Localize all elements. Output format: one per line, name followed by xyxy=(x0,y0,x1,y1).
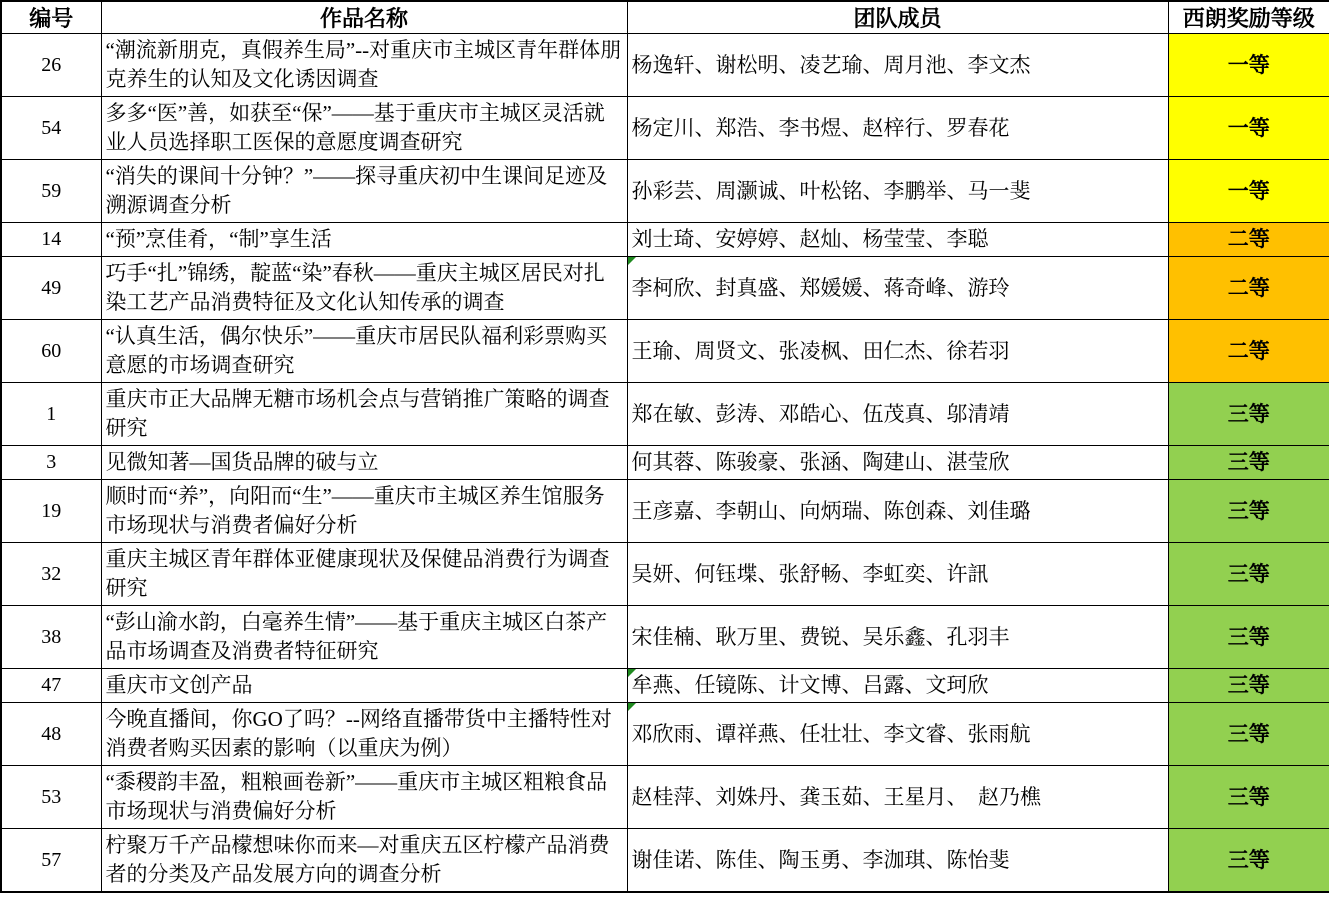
award-level-cell[interactable]: 三等 xyxy=(1168,669,1329,703)
table-row xyxy=(1,223,1329,257)
work-title-cell[interactable]: 重庆市文创产品 xyxy=(101,669,627,703)
entry-number-cell[interactable]: 54 xyxy=(1,97,101,160)
table-row xyxy=(1,160,1329,223)
entry-number-cell[interactable]: 38 xyxy=(1,606,101,669)
team-members-cell[interactable]: 宋佳楠、耿万里、费锐、吴乐鑫、孔羽丰 xyxy=(627,606,1168,669)
team-members-cell[interactable]: 王瑜、周贤文、张凌枫、田仁杰、徐若羽 xyxy=(627,320,1168,383)
award-level-cell[interactable]: 二等 xyxy=(1168,223,1329,257)
header-award-level[interactable]: 西朗奖励等级 xyxy=(1168,1,1329,34)
award-level-cell[interactable]: 三等 xyxy=(1168,480,1329,543)
team-members-cell[interactable]: 孙彩芸、周灏诚、叶松铭、李鹏举、马一斐 xyxy=(627,160,1168,223)
table-body xyxy=(1,34,1329,893)
work-title-cell[interactable]: “黍稷韵丰盈，粗粮画卷新”——重庆市主城区粗粮食品市场现状与消费偏好分析 xyxy=(101,766,627,829)
work-title-cell[interactable]: “消失的课间十分钟？”——探寻重庆初中生课间足迹及溯源调查分析 xyxy=(101,160,627,223)
work-title-cell[interactable]: “潮流新朋克，真假养生局”--对重庆市主城区青年群体朋克养生的认知及文化诱因调查 xyxy=(101,34,627,97)
table-row xyxy=(1,34,1329,97)
cell-error-indicator-icon xyxy=(628,703,636,711)
work-title-cell[interactable]: 柠聚万千产品檬想味你而来—对重庆五区柠檬产品消费者的分类及产品发展方向的调查分析 xyxy=(101,829,627,893)
table-row xyxy=(1,703,1329,766)
award-level-cell[interactable]: 三等 xyxy=(1168,703,1329,766)
table-row xyxy=(1,829,1329,893)
work-title-cell[interactable]: “彭山渝水韵，白毫养生情”——基于重庆主城区白茶产品市场调查及消费者特征研究 xyxy=(101,606,627,669)
work-title-cell[interactable]: 顺时而“养”，向阳而“生”——重庆市主城区养生馆服务市场现状与消费者偏好分析 xyxy=(101,480,627,543)
table-row xyxy=(1,257,1329,320)
cell-error-indicator-icon xyxy=(628,257,636,265)
award-level-cell[interactable]: 二等 xyxy=(1168,320,1329,383)
entry-number-cell[interactable]: 49 xyxy=(1,257,101,320)
award-level-cell[interactable]: 一等 xyxy=(1168,34,1329,97)
award-level-cell[interactable]: 三等 xyxy=(1168,383,1329,446)
header-team-members[interactable]: 团队成员 xyxy=(627,1,1168,34)
entry-number-cell[interactable]: 19 xyxy=(1,480,101,543)
team-members-cell[interactable]: 邓欣雨、谭祥燕、任壮壮、李文睿、张雨航 xyxy=(627,703,1168,766)
team-members-cell[interactable]: 牟燕、任镜陈、计文博、吕露、文珂欣 xyxy=(627,669,1168,703)
team-members-cell[interactable]: 赵桂萍、刘姝丹、龚玉茹、王星月、 赵乃樵 xyxy=(627,766,1168,829)
entry-number-cell[interactable]: 32 xyxy=(1,543,101,606)
table-row xyxy=(1,480,1329,543)
table-row xyxy=(1,320,1329,383)
entry-number-cell[interactable]: 14 xyxy=(1,223,101,257)
work-title-cell[interactable]: 多多“医”善，如获至“保”——基于重庆市主城区灵活就业人员选择职工医保的意愿度调查研究 xyxy=(101,97,627,160)
award-level-cell[interactable]: 三等 xyxy=(1168,766,1329,829)
entry-number-cell[interactable]: 1 xyxy=(1,383,101,446)
team-members-cell[interactable]: 谢佳诺、陈佳、陶玉勇、李泇琪、陈怡斐 xyxy=(627,829,1168,893)
work-title-cell[interactable]: 见微知著—国货品牌的破与立 xyxy=(101,446,627,480)
team-members-cell[interactable]: 何其蓉、陈骏豪、张涵、陶建山、湛莹欣 xyxy=(627,446,1168,480)
work-title-cell[interactable]: “预”烹佳肴，“制”享生活 xyxy=(101,223,627,257)
entry-number-cell[interactable]: 57 xyxy=(1,829,101,893)
award-level-cell[interactable]: 三等 xyxy=(1168,446,1329,480)
team-members-cell[interactable]: 李柯欣、封真盛、郑媛媛、蒋奇峰、游玲 xyxy=(627,257,1168,320)
team-members-cell[interactable]: 王彦嘉、李朝山、向炳瑞、陈创森、刘佳璐 xyxy=(627,480,1168,543)
work-title-cell[interactable]: 巧手“扎”锦绣，靛蓝“染”春秋——重庆主城区居民对扎染工艺产品消费特征及文化认知传承的调查 xyxy=(101,257,627,320)
entry-number-cell[interactable]: 47 xyxy=(1,669,101,703)
table-row xyxy=(1,446,1329,480)
cell-error-indicator-icon xyxy=(628,669,636,677)
table-row xyxy=(1,97,1329,160)
table-row xyxy=(1,606,1329,669)
entry-number-cell[interactable]: 53 xyxy=(1,766,101,829)
table-row xyxy=(1,543,1329,606)
team-members-cell[interactable]: 郑在敏、彭涛、邓皓心、伍茂真、邬清靖 xyxy=(627,383,1168,446)
award-level-cell[interactable]: 三等 xyxy=(1168,829,1329,893)
table-header xyxy=(1,1,1329,34)
team-members-cell[interactable]: 吴妍、何钰堞、张舒畅、李虹奕、许訊 xyxy=(627,543,1168,606)
award-level-cell[interactable]: 二等 xyxy=(1168,257,1329,320)
team-members-cell[interactable]: 杨逸轩、谢松明、凌艺瑜、周月池、李文杰 xyxy=(627,34,1168,97)
award-level-cell[interactable]: 一等 xyxy=(1168,97,1329,160)
team-members-cell[interactable]: 杨定川、郑浩、李书煜、赵梓行、罗春花 xyxy=(627,97,1168,160)
table-row xyxy=(1,669,1329,703)
work-title-cell[interactable]: “认真生活，偶尔快乐”——重庆市居民队福利彩票购买意愿的市场调查研究 xyxy=(101,320,627,383)
table-row xyxy=(1,766,1329,829)
award-level-cell[interactable]: 三等 xyxy=(1168,606,1329,669)
work-title-cell[interactable]: 重庆主城区青年群体亚健康现状及保健品消费行为调查研究 xyxy=(101,543,627,606)
work-title-cell[interactable]: 今晚直播间，你GO了吗？--网络直播带货中主播特性对消费者购买因素的影响（以重庆为例） xyxy=(101,703,627,766)
team-members-cell[interactable]: 刘士琦、安婷婷、赵灿、杨莹莹、李聪 xyxy=(627,223,1168,257)
award-level-cell[interactable]: 一等 xyxy=(1168,160,1329,223)
table-row xyxy=(1,383,1329,446)
header-work-title[interactable]: 作品名称 xyxy=(101,1,627,34)
header-row xyxy=(1,1,1329,34)
entry-number-cell[interactable]: 3 xyxy=(1,446,101,480)
work-title-cell[interactable]: 重庆市正大品牌无糖市场机会点与营销推广策略的调查研究 xyxy=(101,383,627,446)
entry-number-cell[interactable]: 48 xyxy=(1,703,101,766)
award-level-cell[interactable]: 三等 xyxy=(1168,543,1329,606)
header-entry-number[interactable]: 编号 xyxy=(1,1,101,34)
entry-number-cell[interactable]: 60 xyxy=(1,320,101,383)
entry-number-cell[interactable]: 26 xyxy=(1,34,101,97)
entry-number-cell[interactable]: 59 xyxy=(1,160,101,223)
